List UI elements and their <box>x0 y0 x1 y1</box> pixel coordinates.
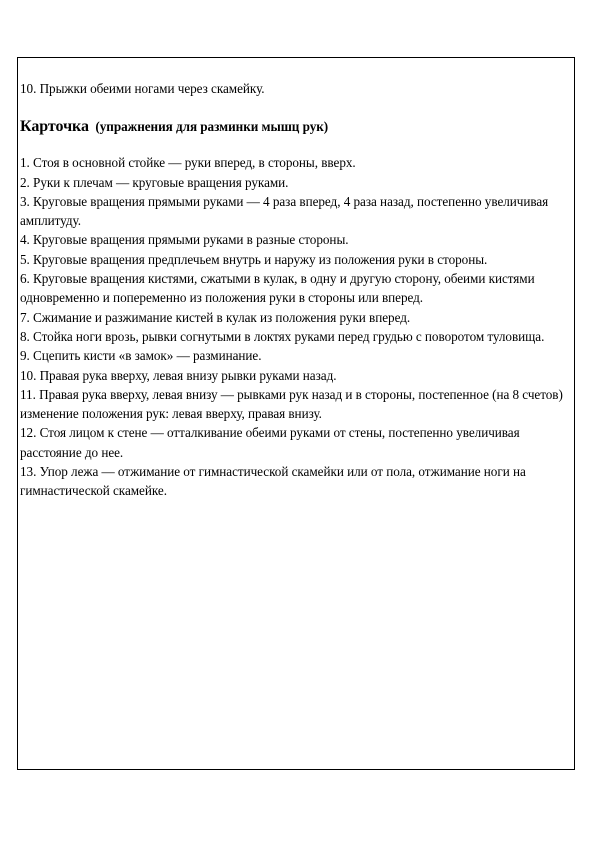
list-item: 9. Сцепить кисти «в замок» — разминание. <box>20 348 262 364</box>
list-item: 2. Руки к плечам — круговые вращения руками. <box>20 174 289 190</box>
list-item: 4. Круговые вращения прямыми руками в разные стороны. <box>20 232 349 248</box>
list-item: 13. Упор лежа — отжимание от гимнастической скамейки или от пола, отжимание ноги на гимнастической скамейке. <box>20 464 526 499</box>
list-item: 6. Круговые вращения кистями, сжатыми в кулак, в одну и другую сторону, обеими кистями одновременно и попеременно из положения руки в стороны или вперед. <box>20 271 535 306</box>
list-item: 5. Круговые вращения предплечьем внутрь и наружу из положения руки в стороны. <box>20 251 488 267</box>
list-item: 1. Стоя в основной стойке — руки вперед, в стороны, вверх. <box>20 155 356 171</box>
document-body <box>20 79 572 501</box>
exercise-list <box>20 153 572 500</box>
list-item: 7. Сжимание и разжимание кистей в кулак из положения руки вперед. <box>20 309 411 325</box>
list-item: 12. Стоя лицом к стене — отталкивание обеими руками от стены, постепенно увеличивая расстояние до нее. <box>20 425 520 460</box>
card-heading <box>20 117 572 137</box>
list-item: 3. Круговые вращения прямыми руками — 4 раза вперед, 4 раза назад, постепенно увеличивая амплитуду. <box>20 193 549 229</box>
previous-item: 10. Прыжки обеими ногами через скамейку. <box>20 81 265 96</box>
card-subtitle: (упражнения для разминки мышц рук) <box>95 119 329 135</box>
list-item: 8. Стойка ноги врозь, рывки согнутыми в локтях руками перед грудью с поворотом туловища. <box>20 328 545 344</box>
list-item: 10. Правая рука вверху, левая внизу рывки руками назад. <box>20 367 337 383</box>
card-title: Карточка <box>20 118 89 136</box>
list-item: 11. Правая рука вверху, левая внизу — рывками рук назад и в стороны, постепенное (на 8 счетов) изменение положения рук: левая вверху, правая внизу. <box>20 386 563 422</box>
